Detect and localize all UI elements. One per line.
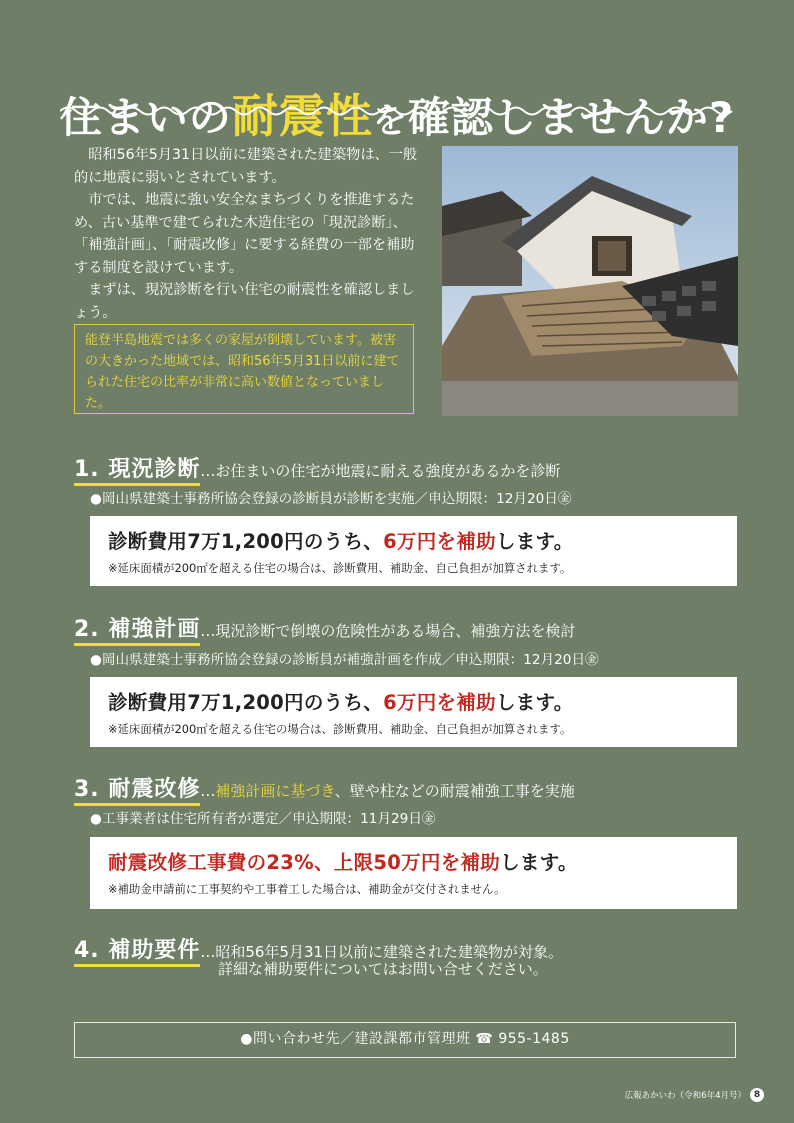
section-3-desc-highlight: 補強計画に基づき [215, 782, 335, 800]
section-3-box [90, 837, 737, 909]
section-2-box [90, 677, 737, 747]
section-1-box-highlight: 6万円を補助 [383, 530, 496, 553]
section-1-box-text-a: 診断費用7万1,200円のうち、 [108, 530, 384, 553]
title-part3: 確認しませんか [407, 93, 709, 143]
phone-icon: ☎ [475, 1031, 494, 1047]
section-2-desc: …現況診断で倒壊の危険性がある場合、補強方法を検討 [200, 622, 576, 640]
intro-paragraph-2: 市では、地震に強い安全なまちづくりを推進するため、古い基準で建てられた木造住宅の「現況診断」、「補強計画」、「耐震改修」に要する経費の一部を補助する制度を設けています。 [74, 192, 415, 276]
section-1-desc: …お住まいの住宅が地震に耐える強度があるかを診断 [200, 462, 561, 480]
section-3-box-highlight: 耐震改修工事費の23%、上限50万円を補助 [108, 851, 501, 874]
section-1-heading [74, 452, 560, 483]
footer [625, 1088, 764, 1102]
footer-text: 広報あかいわ（令和6年4月号） [624, 1091, 746, 1101]
section-1-box-note: ※延床面積が200㎡を超える住宅の場合は、診断費用、補助金、自己負担が加算されます。 [108, 561, 572, 575]
section-3-desc-b: 、壁や柱などの耐震補強工事を実施 [334, 782, 575, 800]
section-2-bullet: ●岡山県建築士事務所協会登録の診断員が補強計画を作成／申込期限：12月20日㊎ [90, 652, 599, 668]
section-3-bullet: ●工事業者は住宅所有者が選定／申込期限：11月29日㊎ [90, 811, 436, 827]
section-2-box-note: ※延床面積が200㎡を超える住宅の場合は、診断費用、補助金、自己負担が加算されます。 [108, 722, 572, 736]
section-1-number: 1. 現況診断 [74, 457, 200, 486]
section-1-box [90, 516, 737, 586]
page-number: 8 [750, 1088, 764, 1102]
wave-divider [60, 104, 736, 118]
section-2-heading [74, 612, 575, 643]
intro-text [74, 144, 424, 324]
section-4-desc: …昭和56年5月31日以前に建築された建築物が対象。 [200, 943, 564, 961]
contact-tel: 955-1485 [498, 1031, 570, 1047]
intro-paragraph-3: まずは、現況診断を行い住宅の耐震性を確認しましょう。 [74, 282, 415, 321]
section-1-bullet: ●岡山県建築士事務所協会登録の診断員が診断を実施／申込期限：12月20日㊎ [90, 491, 572, 507]
noto-earthquake-note: 能登半島地震では多くの家屋が倒壊しています。被害の大きかった地域では、昭和56年5月31日以前に建てられた住宅の比率が非常に高い数値となっていました。 [74, 324, 414, 414]
contact-label: ●問い合わせ先／建設課都市管理班 [240, 1031, 471, 1047]
section-4-desc-line2: 詳細な補助要件についてはお問い合せください。 [218, 960, 548, 978]
title-part4: ? [708, 93, 735, 143]
section-3-heading [74, 772, 575, 803]
section-2-box-main [108, 687, 719, 715]
section-2-box-text-a: 診断費用7万1,200円のうち、 [108, 691, 384, 714]
section-3-box-note: ※補助金申請前に工事契約や工事着工した場合は、補助金が交付されません。 [108, 882, 506, 896]
section-1-box-text-b: します。 [495, 530, 574, 553]
section-2-box-highlight: 6万円を補助 [383, 691, 496, 714]
section-3-box-main [108, 847, 719, 875]
intro-paragraph-1: 昭和56年5月31日以前に建築された建築物は、一般的に地震に弱いとされています。 [74, 147, 418, 186]
section-4-number: 4. 補助要件 [74, 938, 200, 967]
title-part1: 住まいの [59, 93, 232, 143]
section-1-box-main [108, 526, 719, 554]
title-highlight: 耐震性 [231, 89, 373, 144]
section-2-number: 2. 補強計画 [74, 617, 200, 646]
contact-box [74, 1022, 736, 1058]
section-3-box-text-b: します。 [500, 851, 578, 874]
section-3-desc-a: … [200, 782, 216, 800]
title-part2: を [372, 101, 408, 142]
collapsed-house-photo [442, 146, 738, 416]
section-3-number: 3. 耐震改修 [74, 777, 200, 806]
section-2-box-text-b: します。 [495, 691, 574, 714]
